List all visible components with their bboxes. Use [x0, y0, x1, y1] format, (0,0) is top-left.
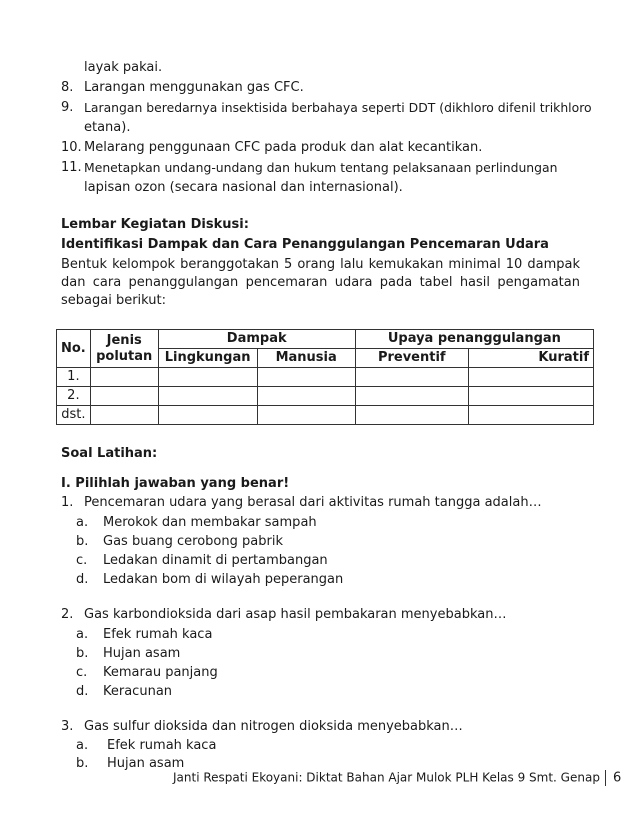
list-item-text: lapisan ozon (secara nasional dan internasional).	[84, 180, 403, 195]
option-letter: a.	[76, 515, 89, 530]
table-cell	[257, 387, 355, 406]
list-item-number: 11.	[61, 160, 82, 175]
option-text: Hujan asam	[103, 646, 181, 661]
header-manusia: Manusia	[257, 349, 355, 368]
question-text: Pencemaran udara yang berasal dari aktivitas rumah tangga adalah…	[84, 495, 542, 510]
list-item-number: 9.	[61, 100, 74, 115]
row-number: 2.	[57, 387, 91, 406]
option-text: Ledakan dinamit di pertambangan	[103, 553, 328, 568]
page-footer	[173, 770, 621, 786]
option-text: Kemarau panjang	[103, 665, 218, 680]
option-letter: a.	[76, 738, 89, 753]
table-cell	[468, 368, 593, 387]
option-text: Ledakan bom di wilayah peperangan	[103, 572, 344, 587]
page-number: 6	[612, 770, 622, 786]
row-number: dst.	[57, 406, 91, 425]
option-letter: c.	[76, 553, 88, 568]
question-number: 1.	[61, 495, 74, 510]
header-no: No.	[57, 330, 91, 368]
option-letter: b.	[76, 646, 89, 661]
option-letter: d.	[76, 572, 89, 587]
list-item-continuation: layak pakai.	[84, 60, 163, 75]
option-text: Efek rumah kaca	[107, 738, 217, 753]
list-item-number: 10.	[61, 140, 82, 155]
table-row	[57, 387, 594, 406]
header-lingkungan: Lingkungan	[158, 349, 257, 368]
table-cell	[355, 387, 468, 406]
table-row	[57, 406, 594, 425]
table-cell	[90, 406, 158, 425]
option-letter: a.	[76, 627, 89, 642]
question-number: 2.	[61, 607, 74, 622]
footer-text: Janti Respati Ekoyani: Diktat Bahan Ajar Mulok PLH Kelas 9 Smt. Genap	[173, 770, 600, 785]
row-number: 1.	[57, 368, 91, 387]
activity-subheading: Identifikasi Dampak dan Cara Penanggulangan Pencemaran Udara	[61, 237, 549, 252]
list-item-text: etana).	[84, 120, 131, 135]
header-polutan-line: polutan	[96, 348, 153, 364]
table-cell	[355, 368, 468, 387]
header-jenis-line: Jenis	[106, 332, 142, 348]
option-letter: b.	[76, 756, 89, 771]
header-jenis-polutan	[90, 330, 158, 368]
table-cell	[158, 387, 257, 406]
option-text: Efek rumah kaca	[103, 627, 213, 642]
table-cell	[257, 368, 355, 387]
header-kuratif: Kuratif	[468, 349, 593, 368]
footer-separator	[605, 770, 606, 786]
question-text: Gas karbondioksida dari asap hasil pembakaran menyebabkan…	[84, 607, 507, 622]
list-item-text: Melarang penggunaan CFC pada produk dan alat kecantikan.	[84, 140, 483, 155]
table-cell	[90, 368, 158, 387]
option-letter: c.	[76, 665, 88, 680]
option-letter: d.	[76, 684, 89, 699]
option-letter: b.	[76, 534, 89, 549]
table-cell	[355, 406, 468, 425]
observation-table	[56, 329, 594, 425]
question-text: Gas sulfur dioksida dan nitrogen dioksida menyebabkan…	[84, 719, 463, 734]
table-cell	[468, 387, 593, 406]
table-row	[57, 368, 594, 387]
table-cell	[158, 406, 257, 425]
table-cell	[257, 406, 355, 425]
option-text: Hujan asam	[107, 756, 185, 771]
option-text: Merokok dan membakar sampah	[103, 515, 317, 530]
option-text: Gas buang cerobong pabrik	[103, 534, 283, 549]
table-cell	[468, 406, 593, 425]
header-preventif: Preventif	[355, 349, 468, 368]
list-item-text: Larangan beredarnya insektisida berbahaya seperti DDT (dikhloro difenil trikhloro	[84, 100, 592, 115]
option-text: Keracunan	[103, 684, 173, 699]
activity-paragraph: Bentuk kelompok beranggotakan 5 orang lalu kemukakan minimal 10 dampak dan cara penanggulangan pencemaran udara pada tabel hasil pengamatan sebagai berikut:	[61, 257, 580, 308]
exercise-heading: Soal Latihan:	[61, 446, 158, 461]
header-upaya: Upaya penanggulangan	[355, 330, 593, 349]
table-cell	[158, 368, 257, 387]
table-cell	[90, 387, 158, 406]
list-item-text: Larangan menggunakan gas CFC.	[84, 80, 304, 95]
exercise-instruction: I. Pilihlah jawaban yang benar!	[61, 476, 290, 491]
activity-heading: Lembar Kegiatan Diskusi:	[61, 217, 249, 232]
header-dampak: Dampak	[158, 330, 355, 349]
list-item-text: Menetapkan undang-undang dan hukum tentang pelaksanaan perlindungan	[84, 160, 558, 175]
list-item-number: 8.	[61, 80, 74, 95]
question-number: 3.	[61, 719, 74, 734]
